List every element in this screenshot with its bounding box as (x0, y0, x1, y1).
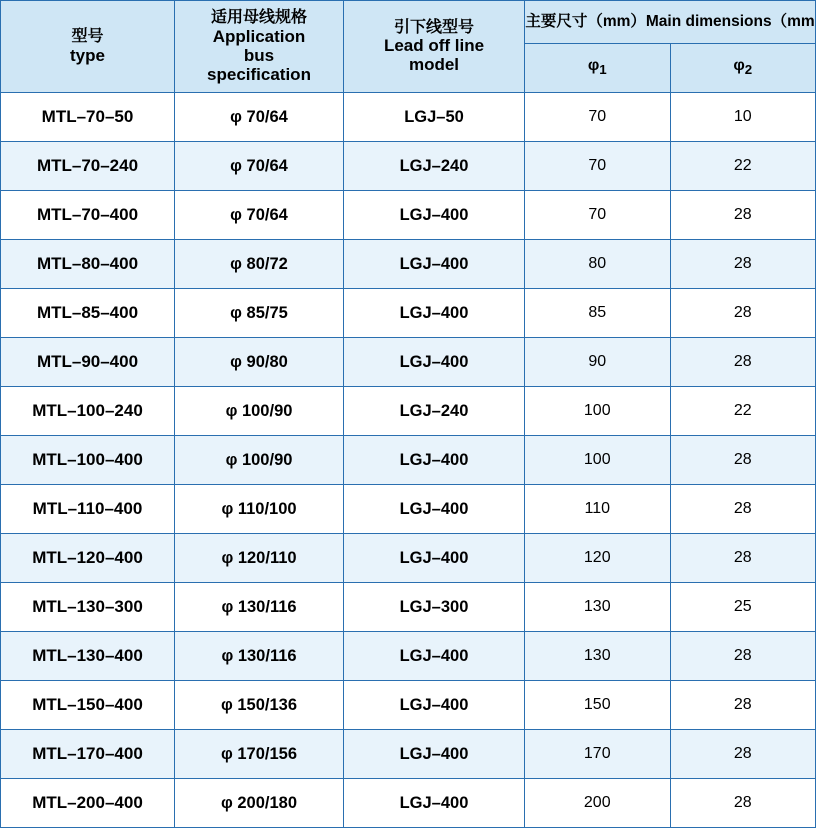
table-row (1, 534, 816, 583)
header-row-1 (1, 1, 816, 44)
cell-lead-model: LGJ–400 (344, 779, 525, 828)
cell-type: MTL–170–400 (1, 730, 175, 779)
cell-application: φ 110/100 (175, 485, 344, 534)
cell-lead-model: LGJ–400 (344, 240, 525, 289)
cell-phi2: 10 (670, 93, 816, 142)
cell-type: MTL–70–400 (1, 191, 175, 240)
header-main-dimensions (525, 1, 816, 44)
cell-application: φ 200/180 (175, 779, 344, 828)
cell-phi1: 80 (525, 240, 671, 289)
header-lead-model (344, 1, 525, 93)
cell-lead-model: LGJ–400 (344, 681, 525, 730)
table-row (1, 436, 816, 485)
cell-phi2: 28 (670, 240, 816, 289)
header-phi1-symbol: φ (587, 57, 600, 75)
cell-phi1: 85 (525, 289, 671, 338)
header-application-cn: 适用母线规格 (210, 9, 307, 26)
table-row (1, 142, 816, 191)
header-application-en-2: bus (243, 45, 275, 65)
header-main-dimensions-label: 主要尺寸（mm）Main dimensions（mm (525, 13, 815, 31)
cell-application: φ 120/110 (175, 534, 344, 583)
cell-type: MTL–150–400 (1, 681, 175, 730)
table-row (1, 240, 816, 289)
cell-phi2: 28 (670, 436, 816, 485)
header-type-cn: 型号 (71, 28, 104, 46)
header-phi1 (525, 44, 671, 93)
cell-phi2: 22 (670, 387, 816, 436)
cell-type: MTL–120–400 (1, 534, 175, 583)
header-application-en-1: Application (212, 26, 306, 46)
cell-lead-model: LGJ–240 (344, 387, 525, 436)
cell-phi1: 90 (525, 338, 671, 387)
header-application (175, 1, 344, 93)
cell-lead-model: LGJ–400 (344, 730, 525, 779)
cell-application: φ 70/64 (175, 93, 344, 142)
cell-phi2: 28 (670, 534, 816, 583)
table-row (1, 681, 816, 730)
cell-application: φ 90/80 (175, 338, 344, 387)
table-row (1, 93, 816, 142)
cell-phi2: 28 (670, 632, 816, 681)
table-row (1, 485, 816, 534)
cell-lead-model: LGJ–400 (344, 191, 525, 240)
cell-application: φ 170/156 (175, 730, 344, 779)
cell-phi1: 120 (525, 534, 671, 583)
table-header (1, 1, 816, 93)
cell-phi2: 28 (670, 485, 816, 534)
table-row (1, 387, 816, 436)
cell-application: φ 130/116 (175, 632, 344, 681)
header-type-en: type (70, 45, 105, 65)
cell-type: MTL–90–400 (1, 338, 175, 387)
cell-lead-model: LGJ–400 (344, 338, 525, 387)
cell-phi1: 130 (525, 583, 671, 632)
cell-phi1: 110 (525, 485, 671, 534)
table-row (1, 289, 816, 338)
cell-phi2: 25 (670, 583, 816, 632)
cell-application: φ 80/72 (175, 240, 344, 289)
cell-lead-model: LGJ–50 (344, 93, 525, 142)
cell-phi1: 150 (525, 681, 671, 730)
header-phi1-subscript: 1 (599, 62, 607, 78)
cell-phi2: 28 (670, 289, 816, 338)
header-lead-model-en-2: model (408, 55, 460, 75)
cell-phi1: 130 (525, 632, 671, 681)
table-row (1, 338, 816, 387)
cell-type: MTL–200–400 (1, 779, 175, 828)
table-body (1, 93, 816, 828)
cell-phi2: 28 (670, 779, 816, 828)
cell-phi1: 100 (525, 387, 671, 436)
cell-type: MTL–130–400 (1, 632, 175, 681)
header-type (1, 1, 175, 93)
header-phi2 (670, 44, 816, 93)
cell-phi2: 28 (670, 191, 816, 240)
cell-lead-model: LGJ–400 (344, 534, 525, 583)
cell-type: MTL–70–240 (1, 142, 175, 191)
cell-type: MTL–130–300 (1, 583, 175, 632)
table-row (1, 191, 816, 240)
cell-phi1: 170 (525, 730, 671, 779)
cell-type: MTL–80–400 (1, 240, 175, 289)
cell-phi1: 70 (525, 142, 671, 191)
cell-application: φ 100/90 (175, 436, 344, 485)
cell-application: φ 70/64 (175, 191, 344, 240)
cell-type: MTL–100–240 (1, 387, 175, 436)
cell-lead-model: LGJ–240 (344, 142, 525, 191)
table-row (1, 632, 816, 681)
table-row (1, 730, 816, 779)
cell-lead-model: LGJ–400 (344, 485, 525, 534)
cell-application: φ 100/90 (175, 387, 344, 436)
cell-phi2: 28 (670, 730, 816, 779)
header-phi2-subscript: 2 (744, 62, 753, 78)
cell-lead-model: LGJ–300 (344, 583, 525, 632)
cell-lead-model: LGJ–400 (344, 436, 525, 485)
header-application-en-3: specification (207, 64, 311, 84)
header-phi2-symbol: φ (733, 57, 745, 75)
cell-type: MTL–100–400 (1, 436, 175, 485)
cell-phi2: 22 (670, 142, 816, 191)
cell-type: MTL–85–400 (1, 289, 175, 338)
cell-application: φ 85/75 (175, 289, 344, 338)
cell-application: φ 130/116 (175, 583, 344, 632)
cell-type: MTL–110–400 (1, 485, 175, 534)
cell-phi2: 28 (670, 681, 816, 730)
cell-phi1: 70 (525, 93, 671, 142)
table-row (1, 583, 816, 632)
cell-phi2: 28 (670, 338, 816, 387)
table-row (1, 779, 816, 828)
header-lead-model-cn: 引下线型号 (393, 18, 474, 36)
cell-application: φ 70/64 (175, 142, 344, 191)
header-lead-model-en-1: Lead off line (383, 36, 485, 56)
cell-application: φ 150/136 (175, 681, 344, 730)
cell-lead-model: LGJ–400 (344, 632, 525, 681)
cell-type: MTL–70–50 (1, 93, 175, 142)
cell-phi1: 70 (525, 191, 671, 240)
cell-phi1: 200 (525, 779, 671, 828)
cell-phi1: 100 (525, 436, 671, 485)
cell-lead-model: LGJ–400 (344, 289, 525, 338)
